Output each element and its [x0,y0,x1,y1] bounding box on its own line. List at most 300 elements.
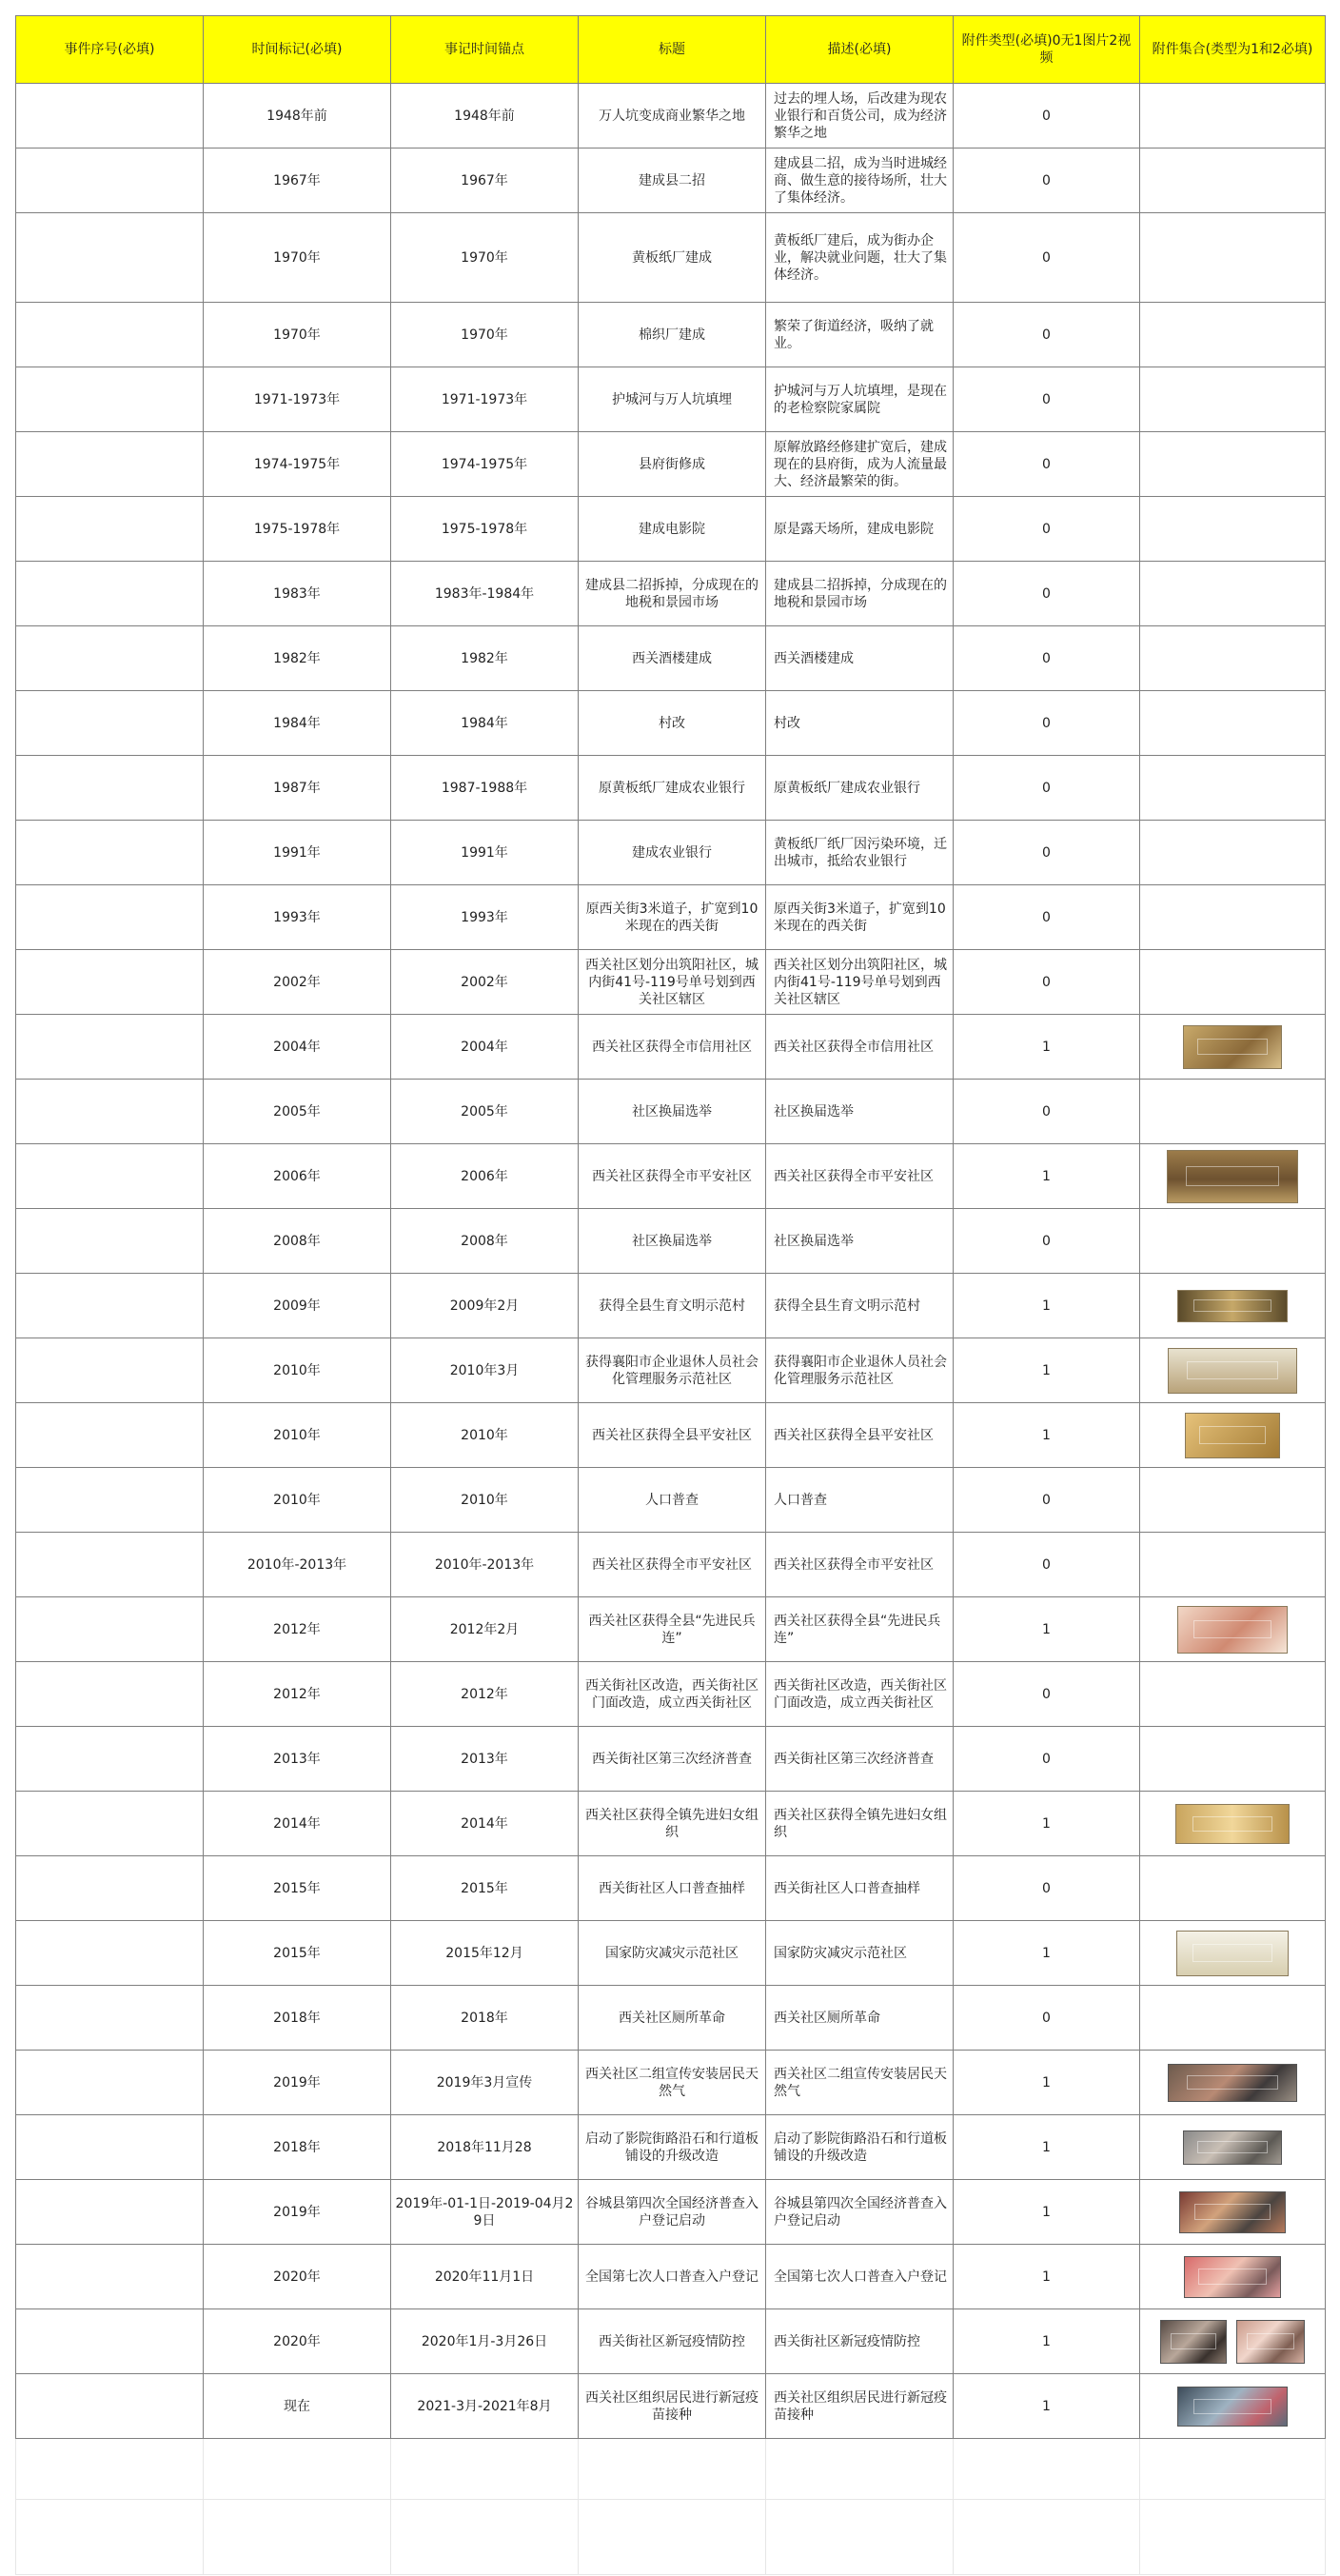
attachment-cell[interactable] [1140,1662,1326,1727]
description-cell[interactable]: 社区换届选举 [766,1080,954,1144]
time-anchor-cell[interactable]: 2019年-01-1日-2019-04月29日 [391,2180,579,2245]
time-mark-cell[interactable]: 2018年 [204,2115,391,2180]
time-anchor-cell[interactable]: 2012年 [391,1662,579,1727]
time-anchor-cell[interactable]: 2013年 [391,1727,579,1792]
empty-cell[interactable] [204,2500,391,2575]
attachment-type-cell[interactable]: 0 [954,1533,1140,1597]
time-mark-cell[interactable]: 2019年 [204,2051,391,2115]
empty-cell[interactable] [579,2500,766,2575]
title-cell[interactable]: 万人坑变成商业繁华之地 [579,84,766,149]
empty-cell[interactable] [391,2439,579,2500]
table-row [16,1403,1326,1468]
attachment-thumbnail[interactable] [1167,1150,1298,1203]
title-cell[interactable]: 西关街社区第三次经济普查 [579,1727,766,1792]
attachment-cell[interactable] [1140,1986,1326,2051]
time-anchor-cell[interactable]: 2010年-2013年 [391,1533,579,1597]
time-mark-cell[interactable]: 1987年 [204,756,391,821]
header-attachment-set[interactable]: 附件集合(类型为1和2必填) [1140,16,1326,84]
description-cell[interactable]: 黄板纸厂纸厂因污染环境，迁出城市，抵给农业银行 [766,821,954,885]
time-mark-cell[interactable]: 2012年 [204,1597,391,1662]
attachment-type-cell[interactable]: 1 [954,2245,1140,2309]
table-row [16,1209,1326,1274]
event-number-cell[interactable] [16,1792,204,1856]
attachment-cell[interactable] [1140,691,1326,756]
attachment-cell[interactable] [1140,2051,1326,2115]
attachment-cell[interactable] [1140,1209,1326,1274]
attachment-cell[interactable] [1140,1597,1326,1662]
header-event-number[interactable]: 事件序号(必填) [16,16,204,84]
event-number-cell[interactable] [16,885,204,950]
title-cell[interactable]: 县府街修成 [579,432,766,497]
attachment-type-cell[interactable]: 0 [954,1986,1140,2051]
attachment-type-cell[interactable]: 1 [954,2180,1140,2245]
description-cell[interactable]: 西关社区划分出筑阳社区，城内街41号-119号单号划到西关社区辖区 [766,950,954,1015]
time-mark-cell[interactable]: 2015年 [204,1856,391,1921]
time-mark-cell[interactable]: 1991年 [204,821,391,885]
time-mark-cell[interactable]: 1983年 [204,562,391,626]
description-cell[interactable]: 启动了影院街路沿石和行道板铺设的升级改造 [766,2115,954,2180]
event-number-cell[interactable] [16,367,204,432]
time-mark-cell[interactable]: 2010年 [204,1468,391,1533]
description-cell[interactable]: 西关街社区新冠疫情防控 [766,2309,954,2374]
description-cell[interactable]: 建成县二招拆掉，分成现在的地税和景园市场 [766,562,954,626]
title-cell[interactable]: 社区换届选举 [579,1209,766,1274]
time-mark-cell[interactable]: 1970年 [204,303,391,367]
time-mark-cell[interactable]: 2020年 [204,2309,391,2374]
time-mark-cell[interactable]: 2019年 [204,2180,391,2245]
time-mark-cell[interactable]: 2008年 [204,1209,391,1274]
attachment-type-cell[interactable]: 0 [954,756,1140,821]
attachment-type-cell[interactable]: 1 [954,2374,1140,2439]
event-number-cell[interactable] [16,950,204,1015]
title-cell[interactable]: 建成电影院 [579,497,766,562]
table-row [16,821,1326,885]
title-cell[interactable]: 西关社区获得全市平安社区 [579,1533,766,1597]
title-cell[interactable]: 获得襄阳市企业退休人员社会化管理服务示范社区 [579,1338,766,1403]
time-anchor-cell[interactable]: 2002年 [391,950,579,1015]
time-anchor-cell[interactable]: 2009年2月 [391,1274,579,1338]
event-number-cell[interactable] [16,1921,204,1986]
attachment-cell[interactable] [1140,1403,1326,1468]
attachment-thumbnail[interactable] [1183,1025,1282,1069]
description-cell[interactable]: 西关社区厕所革命 [766,1986,954,2051]
attachment-cell[interactable] [1140,1921,1326,1986]
event-number-cell[interactable] [16,1403,204,1468]
event-number-cell[interactable] [16,2309,204,2374]
attachment-type-cell[interactable]: 1 [954,1403,1140,1468]
attachment-type-cell[interactable]: 0 [954,1209,1140,1274]
description-cell[interactable]: 西关街社区第三次经济普查 [766,1727,954,1792]
description-cell[interactable]: 西关社区组织居民进行新冠疫苗接种 [766,2374,954,2439]
attachment-cell[interactable] [1140,1080,1326,1144]
attachment-type-cell[interactable]: 0 [954,367,1140,432]
time-anchor-cell[interactable]: 1974-1975年 [391,432,579,497]
attachment-cell[interactable] [1140,1533,1326,1597]
title-cell[interactable]: 原黄板纸厂建成农业银行 [579,756,766,821]
description-cell[interactable]: 西关社区获得全镇先进妇女组织 [766,1792,954,1856]
title-cell[interactable]: 棉织厂建成 [579,303,766,367]
time-mark-cell[interactable]: 2015年 [204,1921,391,1986]
description-cell[interactable]: 西关社区获得全市信用社区 [766,1015,954,1080]
attachment-type-cell[interactable]: 0 [954,1080,1140,1144]
title-cell[interactable]: 西关社区划分出筑阳社区，城内街41号-119号单号划到西关社区辖区 [579,950,766,1015]
event-number-cell[interactable] [16,213,204,303]
time-mark-cell[interactable]: 2020年 [204,2245,391,2309]
time-mark-cell[interactable]: 1967年 [204,149,391,213]
empty-cell[interactable] [16,2439,204,2500]
empty-row [16,2439,1326,2500]
attachment-cell[interactable] [1140,303,1326,367]
time-mark-cell[interactable]: 2010年 [204,1338,391,1403]
title-cell[interactable]: 西关社区二组宣传安装居民天然气 [579,2051,766,2115]
attachment-cell[interactable] [1140,756,1326,821]
empty-cell[interactable] [766,2500,954,2575]
attachment-thumbnail[interactable] [1168,1348,1297,1394]
description-cell[interactable]: 原是露天场所，建成电影院 [766,497,954,562]
description-cell[interactable]: 西关街社区改造，西关街社区门面改造，成立西关街社区 [766,1662,954,1727]
event-number-cell[interactable] [16,1856,204,1921]
event-number-cell[interactable] [16,562,204,626]
time-anchor-cell[interactable]: 1984年 [391,691,579,756]
description-cell[interactable]: 护城河与万人坑填埋，是现在的老检察院家属院 [766,367,954,432]
event-number-cell[interactable] [16,2051,204,2115]
time-mark-cell[interactable]: 1984年 [204,691,391,756]
attachment-type-cell[interactable]: 1 [954,2115,1140,2180]
attachment-type-cell[interactable]: 0 [954,1468,1140,1533]
time-anchor-cell[interactable]: 2020年1月-3月26日 [391,2309,579,2374]
description-cell[interactable]: 过去的埋人场，后改建为现农业银行和百货公司，成为经济繁华之地 [766,84,954,149]
description-cell[interactable]: 西关社区获得全县平安社区 [766,1403,954,1468]
attachment-cell[interactable] [1140,1338,1326,1403]
time-anchor-cell[interactable]: 1983年-1984年 [391,562,579,626]
event-number-cell[interactable] [16,84,204,149]
attachment-type-cell[interactable]: 0 [954,1856,1140,1921]
time-mark-cell[interactable]: 2012年 [204,1662,391,1727]
attachment-type-cell[interactable]: 1 [954,1597,1140,1662]
title-cell[interactable]: 村改 [579,691,766,756]
attachment-cell[interactable] [1140,821,1326,885]
description-cell[interactable]: 谷城县第四次全国经济普查入户登记启动 [766,2180,954,2245]
attachment-type-cell[interactable]: 0 [954,1662,1140,1727]
header-title[interactable]: 标题 [579,16,766,84]
attachment-thumbnail[interactable] [1177,1290,1288,1322]
title-cell[interactable]: 护城河与万人坑填埋 [579,367,766,432]
attachment-cell[interactable] [1140,1015,1326,1080]
description-cell[interactable]: 获得襄阳市企业退休人员社会化管理服务示范社区 [766,1338,954,1403]
attachment-thumbnail[interactable] [1183,2130,1282,2165]
event-number-cell[interactable] [16,1468,204,1533]
time-mark-cell[interactable]: 1975-1978年 [204,497,391,562]
title-cell[interactable]: 社区换届选举 [579,1080,766,1144]
attachment-type-cell[interactable]: 0 [954,432,1140,497]
time-anchor-cell[interactable]: 2015年 [391,1856,579,1921]
title-cell[interactable]: 西关街社区新冠疫情防控 [579,2309,766,2374]
attachment-type-cell[interactable]: 0 [954,149,1140,213]
attachment-cell[interactable] [1140,1727,1326,1792]
attachment-type-cell[interactable]: 0 [954,691,1140,756]
description-cell[interactable]: 获得全县生育文明示范村 [766,1274,954,1338]
attachment-cell[interactable] [1140,213,1326,303]
table-row [16,562,1326,626]
title-cell[interactable]: 黄板纸厂建成 [579,213,766,303]
empty-cell[interactable] [954,2439,1140,2500]
time-anchor-cell[interactable]: 1982年 [391,626,579,691]
table-row [16,2245,1326,2309]
time-anchor-cell[interactable]: 2015年12月 [391,1921,579,1986]
attachment-type-cell[interactable]: 1 [954,2309,1140,2374]
attachment-cell[interactable] [1140,950,1326,1015]
title-cell[interactable]: 西关社区获得全镇先进妇女组织 [579,1792,766,1856]
empty-cell[interactable] [1140,2500,1326,2575]
event-number-cell[interactable] [16,1274,204,1338]
header-description[interactable]: 描述(必填) [766,16,954,84]
time-anchor-cell[interactable]: 2008年 [391,1209,579,1274]
attachment-type-cell[interactable]: 1 [954,1274,1140,1338]
title-cell[interactable]: 获得全县生育文明示范村 [579,1274,766,1338]
empty-cell[interactable] [204,2439,391,2500]
time-anchor-cell[interactable]: 2006年 [391,1144,579,1209]
time-mark-cell[interactable]: 1982年 [204,626,391,691]
event-number-cell[interactable] [16,2245,204,2309]
title-cell[interactable]: 西关社区组织居民进行新冠疫苗接种 [579,2374,766,2439]
attachment-cell[interactable] [1140,2115,1326,2180]
event-number-cell[interactable] [16,2180,204,2245]
attachment-cell[interactable] [1140,2180,1326,2245]
description-cell[interactable]: 西关街社区人口普查抽样 [766,1856,954,1921]
description-cell[interactable]: 原西关街3米道子，扩宽到10米现在的西关街 [766,885,954,950]
time-mark-cell[interactable]: 2004年 [204,1015,391,1080]
empty-cell[interactable] [1140,2439,1326,2500]
empty-cell[interactable] [766,2439,954,2500]
time-anchor-cell[interactable]: 2014年 [391,1792,579,1856]
description-cell[interactable]: 国家防灾减灾示范社区 [766,1921,954,1986]
time-mark-cell[interactable]: 1974-1975年 [204,432,391,497]
attachment-cell[interactable] [1140,497,1326,562]
description-cell[interactable]: 原解放路经修建扩宽后，建成现在的县府街，成为人流量最大、经济最繁荣的街。 [766,432,954,497]
attachment-thumbnail[interactable] [1177,2387,1288,2427]
attachment-type-cell[interactable]: 0 [954,1727,1140,1792]
attachment-cell[interactable] [1140,149,1326,213]
event-number-cell[interactable] [16,149,204,213]
event-number-cell[interactable] [16,1080,204,1144]
event-number-cell[interactable] [16,497,204,562]
attachment-cell[interactable] [1140,885,1326,950]
attachment-cell[interactable] [1140,1144,1326,1209]
time-mark-cell[interactable]: 2018年 [204,1986,391,2051]
description-cell[interactable]: 原黄板纸厂建成农业银行 [766,756,954,821]
table-row [16,1533,1326,1597]
attachment-type-cell[interactable]: 0 [954,626,1140,691]
time-mark-cell[interactable]: 2013年 [204,1727,391,1792]
time-anchor-cell[interactable]: 1993年 [391,885,579,950]
description-cell[interactable]: 西关社区获得全市平安社区 [766,1533,954,1597]
time-anchor-cell[interactable]: 2020年11月1日 [391,2245,579,2309]
attachment-thumbnail[interactable] [1175,1804,1290,1844]
event-number-cell[interactable] [16,626,204,691]
attachment-cell[interactable] [1140,367,1326,432]
title-cell[interactable]: 国家防灾减灾示范社区 [579,1921,766,1986]
table-row [16,2180,1326,2245]
attachment-thumbnail[interactable] [1168,2064,1297,2102]
empty-row [16,2500,1326,2575]
description-cell[interactable]: 村改 [766,691,954,756]
title-cell[interactable]: 原西关街3米道子，扩宽到10米现在的西关街 [579,885,766,950]
attachment-type-cell[interactable]: 0 [954,497,1140,562]
title-cell[interactable]: 西关社区厕所革命 [579,1986,766,2051]
attachment-type-cell[interactable]: 1 [954,1144,1140,1209]
attachment-type-cell[interactable]: 1 [954,1921,1140,1986]
empty-cell[interactable] [16,2500,204,2575]
attachment-cell[interactable] [1140,1274,1326,1338]
event-number-cell[interactable] [16,1597,204,1662]
time-mark-cell[interactable]: 2009年 [204,1274,391,1338]
time-anchor-cell[interactable]: 2005年 [391,1080,579,1144]
header-attachment-type[interactable]: 附件类型(必填)0无1图片2视频 [954,16,1140,84]
header-time-mark[interactable]: 时间标记(必填) [204,16,391,84]
description-cell[interactable]: 建成县二招，成为当时进城经商、做生意的接待场所，壮大了集体经济。 [766,149,954,213]
time-anchor-cell[interactable]: 2019年3月宣传 [391,2051,579,2115]
time-anchor-cell[interactable]: 1971-1973年 [391,367,579,432]
description-cell[interactable]: 繁荣了街道经济，吸纳了就业。 [766,303,954,367]
time-mark-cell[interactable]: 2002年 [204,950,391,1015]
time-mark-cell[interactable]: 2010年-2013年 [204,1533,391,1597]
event-number-cell[interactable] [16,432,204,497]
attachment-cell[interactable] [1140,1792,1326,1856]
time-anchor-cell[interactable]: 2018年 [391,1986,579,2051]
attachment-type-cell[interactable]: 0 [954,213,1140,303]
description-cell[interactable]: 人口普查 [766,1468,954,1533]
attachment-thumbnail[interactable] [1185,1413,1280,1458]
event-number-cell[interactable] [16,756,204,821]
event-number-cell[interactable] [16,1144,204,1209]
time-mark-cell[interactable]: 2006年 [204,1144,391,1209]
time-mark-cell[interactable]: 2005年 [204,1080,391,1144]
empty-cell[interactable] [391,2500,579,2575]
attachment-cell[interactable] [1140,84,1326,149]
time-anchor-cell[interactable]: 2010年 [391,1403,579,1468]
description-cell[interactable]: 西关酒楼建成 [766,626,954,691]
title-cell[interactable]: 人口普查 [579,1468,766,1533]
time-mark-cell[interactable]: 1970年 [204,213,391,303]
title-cell[interactable]: 西关街社区人口普查抽样 [579,1856,766,1921]
event-number-cell[interactable] [16,1015,204,1080]
time-anchor-cell[interactable]: 1987-1988年 [391,756,579,821]
attachment-type-cell[interactable]: 1 [954,1015,1140,1080]
description-cell[interactable]: 西关社区获得全市平安社区 [766,1144,954,1209]
attachment-type-cell[interactable]: 0 [954,84,1140,149]
time-anchor-cell[interactable]: 1967年 [391,149,579,213]
attachment-type-cell[interactable]: 1 [954,1792,1140,1856]
time-mark-cell[interactable]: 1971-1973年 [204,367,391,432]
attachment-cell[interactable] [1140,2245,1326,2309]
event-number-cell[interactable] [16,1727,204,1792]
description-cell[interactable]: 社区换届选举 [766,1209,954,1274]
time-mark-cell[interactable]: 现在 [204,2374,391,2439]
description-cell[interactable]: 西关社区二组宣传安装居民天然气 [766,2051,954,2115]
event-number-cell[interactable] [16,2115,204,2180]
time-anchor-cell[interactable]: 1970年 [391,213,579,303]
event-number-cell[interactable] [16,1533,204,1597]
table-row [16,1597,1326,1662]
attachment-thumbnail[interactable] [1176,1931,1289,1976]
empty-cell[interactable] [954,2500,1140,2575]
title-cell[interactable]: 建成农业银行 [579,821,766,885]
attachment-thumbnail[interactable] [1160,2320,1227,2364]
attachment-cell[interactable] [1140,562,1326,626]
title-cell[interactable]: 谷城县第四次全国经济普查入户登记启动 [579,2180,766,2245]
header-time-anchor[interactable]: 事记时间锚点 [391,16,579,84]
attachment-type-cell[interactable]: 1 [954,2051,1140,2115]
empty-cell[interactable] [579,2439,766,2500]
table-row [16,1662,1326,1727]
attachment-type-cell[interactable]: 0 [954,950,1140,1015]
title-cell[interactable]: 建成县二招 [579,149,766,213]
time-anchor-cell[interactable]: 1970年 [391,303,579,367]
attachment-type-cell[interactable]: 0 [954,885,1140,950]
attachment-cell[interactable] [1140,1468,1326,1533]
attachment-type-cell[interactable]: 1 [954,1338,1140,1403]
event-number-cell[interactable] [16,1338,204,1403]
time-anchor-cell[interactable]: 2004年 [391,1015,579,1080]
time-mark-cell[interactable]: 2014年 [204,1792,391,1856]
event-number-cell[interactable] [16,691,204,756]
time-anchor-cell[interactable]: 2018年11月28 [391,2115,579,2180]
description-cell[interactable]: 全国第七次人口普查入户登记 [766,2245,954,2309]
event-number-cell[interactable] [16,1662,204,1727]
attachment-cell[interactable] [1140,432,1326,497]
attachment-type-cell[interactable]: 0 [954,821,1140,885]
attachment-cell[interactable] [1140,1856,1326,1921]
time-anchor-cell[interactable]: 2012年2月 [391,1597,579,1662]
title-cell[interactable]: 西关社区获得全县“先进民兵连” [579,1597,766,1662]
description-cell[interactable]: 黄板纸厂建后，成为街办企业，解决就业问题，壮大了集体经济。 [766,213,954,303]
title-cell[interactable]: 启动了影院街路沿石和行道板铺设的升级改造 [579,2115,766,2180]
time-mark-cell[interactable]: 2010年 [204,1403,391,1468]
event-number-cell[interactable] [16,2374,204,2439]
table-row [16,432,1326,497]
attachment-thumbnail[interactable] [1236,2320,1305,2364]
title-cell[interactable]: 西关酒楼建成 [579,626,766,691]
time-anchor-cell[interactable]: 1948年前 [391,84,579,149]
description-cell[interactable]: 西关社区获得全县“先进民兵连” [766,1597,954,1662]
time-anchor-cell[interactable]: 2010年3月 [391,1338,579,1403]
time-anchor-cell[interactable]: 1975-1978年 [391,497,579,562]
event-number-cell[interactable] [16,1209,204,1274]
attachment-cell[interactable] [1140,626,1326,691]
attachment-type-cell[interactable]: 0 [954,303,1140,367]
event-number-cell[interactable] [16,303,204,367]
title-cell[interactable]: 西关社区获得全市信用社区 [579,1015,766,1080]
title-cell[interactable]: 全国第七次人口普查入户登记 [579,2245,766,2309]
event-number-cell[interactable] [16,1986,204,2051]
time-anchor-cell[interactable]: 2010年 [391,1468,579,1533]
time-mark-cell[interactable]: 1948年前 [204,84,391,149]
event-number-cell[interactable] [16,821,204,885]
time-mark-cell[interactable]: 1993年 [204,885,391,950]
attachment-type-cell[interactable]: 0 [954,562,1140,626]
attachment-thumbnail[interactable] [1177,1606,1288,1654]
attachment-thumbnail[interactable] [1184,2256,1281,2298]
time-anchor-cell[interactable]: 1991年 [391,821,579,885]
attachment-cell[interactable] [1140,2309,1326,2374]
title-cell[interactable]: 建成县二招拆掉，分成现在的地税和景园市场 [579,562,766,626]
time-anchor-cell[interactable]: 2021-3月-2021年8月 [391,2374,579,2439]
attachment-cell[interactable] [1140,2374,1326,2439]
title-cell[interactable]: 西关社区获得全县平安社区 [579,1403,766,1468]
title-cell[interactable]: 西关社区获得全市平安社区 [579,1144,766,1209]
attachment-thumbnail[interactable] [1179,2191,1286,2233]
title-cell[interactable]: 西关街社区改造，西关街社区门面改造，成立西关街社区 [579,1662,766,1727]
